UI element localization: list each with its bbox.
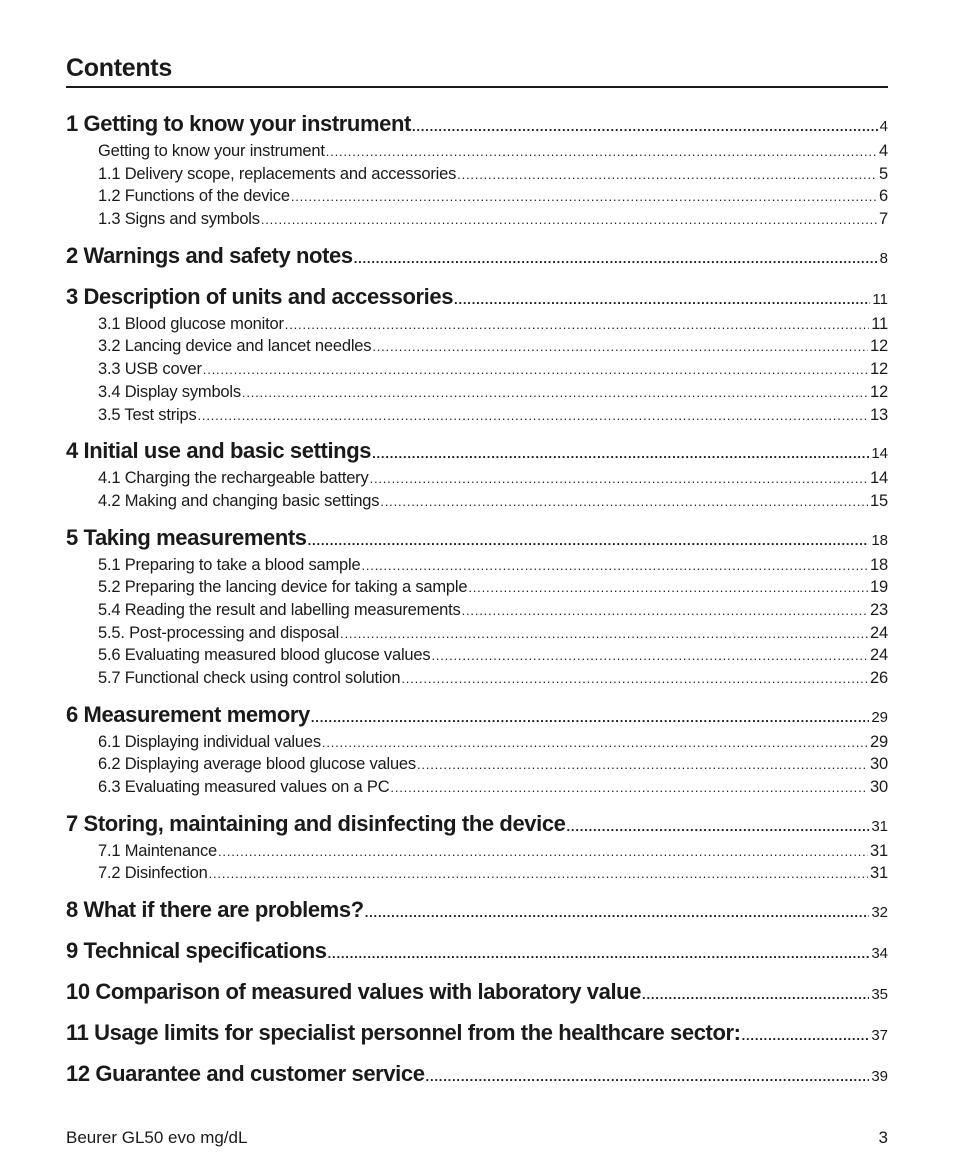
dot-leader	[209, 863, 868, 886]
toc-subsection-entry-page-number: 18	[870, 555, 888, 574]
toc-chapter-entry-label: 12 Guarantee and customer service	[66, 1061, 425, 1087]
dot-leader	[390, 777, 868, 800]
toc-subsection-entry[interactable]	[66, 644, 888, 667]
dot-leader	[322, 732, 868, 755]
toc-subsection-entry[interactable]	[66, 753, 888, 776]
dot-leader	[401, 668, 868, 691]
toc-chapter-entry-page-number: 8	[879, 249, 888, 267]
dot-leader	[326, 141, 877, 164]
toc-section	[66, 894, 888, 926]
toc-chapter-entry-label: 9 Technical specifications	[66, 938, 327, 964]
toc-chapter-entry-label: 10 Comparison of measured values with laboratory value	[66, 979, 642, 1005]
toc-subsection-entry-page-number: 15	[870, 491, 888, 510]
toc-subsection-entry-label: 6.3 Evaluating measured values on a PC	[98, 778, 390, 797]
toc-chapter-entry-label: 2 Warnings and safety notes	[66, 242, 353, 268]
toc-section	[66, 522, 888, 690]
toc-chapter-entry-page-number: 32	[871, 904, 888, 922]
dot-leader	[742, 1020, 870, 1052]
toc-subsection-entry-label: 3.4 Display symbols	[98, 382, 241, 401]
toc-subsection-entry-label: 4.2 Making and changing basic settings	[98, 491, 380, 510]
toc-subsection-entry-page-number: 12	[870, 337, 888, 356]
toc-subsection-entry-page-number: 30	[870, 778, 888, 797]
dot-leader	[431, 645, 868, 668]
toc-chapter-entry[interactable]	[66, 935, 888, 967]
toc-subsection-entry-page-number: 5	[879, 164, 888, 183]
toc-subsection-entry-page-number: 19	[870, 578, 888, 597]
toc-section	[66, 935, 888, 967]
toc-subsection-entry[interactable]	[66, 622, 888, 645]
footer-product-name: Beurer GL50 evo mg/dL	[66, 1128, 248, 1147]
toc-chapter-entry-page-number: 39	[871, 1068, 888, 1086]
toc-subsection-entry-page-number: 24	[870, 646, 888, 665]
toc-subsection-entry-label: 6.1 Displaying individual values	[98, 732, 321, 751]
dot-leader	[417, 754, 868, 777]
toc-chapter-entry-page-number: 34	[871, 945, 888, 963]
toc-subsection-entry-label: 7.2 Disinfection	[98, 864, 208, 883]
toc-subsection-entry[interactable]	[66, 163, 888, 186]
toc-chapter-entry[interactable]	[66, 1017, 888, 1049]
toc-subsection-entry-label: 5.1 Preparing to take a blood sample	[98, 555, 361, 574]
toc-chapter-entry[interactable]	[66, 435, 888, 467]
toc-subsection-entry-page-number: 23	[870, 600, 888, 619]
toc-section	[66, 281, 888, 426]
toc-subsection-entry-label: 3.1 Blood glucose monitor	[98, 314, 284, 333]
toc-subsection-entry-page-number: 12	[870, 382, 888, 401]
toc-section	[66, 808, 888, 885]
toc-chapter-entry-page-number: 35	[871, 986, 888, 1004]
toc-chapter-entry-label: 4 Initial use and basic settings	[66, 438, 372, 464]
toc-section	[66, 1017, 888, 1049]
toc-subsection-entry-page-number: 14	[870, 469, 888, 488]
toc-subsection-entry[interactable]	[66, 667, 888, 690]
toc-subsection-entry-label: 7.1 Maintenance	[98, 841, 218, 860]
toc-subsection-entry[interactable]	[66, 840, 888, 863]
dot-leader	[372, 438, 869, 470]
toc-subsection-entry-page-number: 6	[879, 187, 888, 206]
dot-leader	[412, 111, 878, 143]
toc-subsection-entry-label: 5.2 Preparing the lancing device for taking a sample	[98, 578, 468, 597]
toc-chapter-entry[interactable]	[66, 894, 888, 926]
toc-subsection-entry-page-number: 13	[870, 405, 888, 424]
toc-subsection-entry-label: 5.4 Reading the result and labelling measurements	[98, 600, 461, 619]
toc-subsection-entry-label: 1.1 Delivery scope, replacements and accessories	[98, 164, 457, 183]
dot-leader	[372, 336, 868, 359]
dot-leader	[380, 491, 868, 514]
toc-subsection-entry-label: 1.2 Functions of the device	[98, 187, 290, 206]
toc-subsection-entry-page-number: 11	[871, 314, 888, 333]
toc-subsection-entry[interactable]	[66, 404, 888, 427]
toc-chapter-entry-page-number: 31	[871, 817, 888, 835]
toc-subsection-entry[interactable]	[66, 776, 888, 799]
toc-chapter-entry-page-number: 11	[872, 290, 888, 308]
toc-subsection-entry-page-number: 12	[870, 360, 888, 379]
dot-leader	[308, 525, 870, 557]
dot-leader	[370, 468, 869, 491]
contents-page	[66, 50, 888, 1099]
dot-leader	[328, 938, 870, 970]
toc-section	[66, 435, 888, 512]
table-of-contents	[66, 108, 888, 1090]
dot-leader	[454, 284, 870, 316]
toc-subsection-entry-label: 5.7 Functional check using control solution	[98, 669, 401, 687]
toc-subsection-entry-page-number: 30	[870, 755, 888, 774]
toc-subsection-entry-label: 3.5 Test strips	[98, 405, 197, 424]
toc-chapter-entry-label: 8 What if there are problems?	[66, 897, 364, 923]
toc-chapter-entry[interactable]	[66, 108, 888, 140]
dot-leader	[426, 1061, 870, 1093]
toc-subsection-entry[interactable]	[66, 599, 888, 622]
toc-section	[66, 976, 888, 1008]
toc-subsection-entry-label: 5.6 Evaluating measured blood glucose values	[98, 646, 431, 665]
toc-subsection-entry[interactable]	[66, 490, 888, 513]
dot-leader	[642, 979, 869, 1011]
dot-leader	[203, 359, 868, 382]
toc-subsection-entry[interactable]	[66, 862, 888, 885]
dot-leader	[567, 811, 870, 843]
dot-leader	[457, 164, 877, 187]
toc-chapter-entry-label: 11 Usage limits for specialist personnel from the healthcare sector:	[66, 1020, 741, 1046]
dot-leader	[285, 314, 869, 337]
toc-subsection-entry[interactable]	[66, 358, 888, 381]
toc-chapter-entry-label: 6 Measurement memory	[66, 701, 310, 727]
toc-subsection-entry-label: 6.2 Displaying average blood glucose values	[98, 755, 416, 774]
toc-chapter-entry-page-number: 4	[879, 118, 888, 135]
toc-subsection-entry[interactable]	[66, 381, 888, 404]
toc-subsection-entry[interactable]	[66, 576, 888, 599]
toc-subsection-entry-label: 1.3 Signs and symbols	[98, 210, 260, 229]
toc-chapter-entry-page-number: 29	[871, 708, 888, 726]
toc-chapter-entry[interactable]	[66, 699, 888, 731]
toc-subsection-entry[interactable]	[66, 208, 888, 231]
toc-chapter-entry-label: 5 Taking measurements	[66, 524, 307, 550]
toc-chapter-entry[interactable]	[66, 240, 888, 272]
dot-leader	[311, 702, 869, 734]
toc-subsection-entry[interactable]	[66, 731, 888, 754]
toc-section	[66, 699, 888, 799]
toc-chapter-entry[interactable]	[66, 976, 888, 1008]
dot-leader	[218, 841, 868, 864]
toc-subsection-entry[interactable]	[66, 554, 888, 577]
page-title: Contents	[66, 50, 888, 88]
toc-chapter-entry-page-number: 37	[871, 1027, 888, 1045]
toc-subsection-entry-label: Getting to know your instrument	[98, 142, 325, 160]
toc-subsection-entry[interactable]	[66, 313, 888, 336]
toc-chapter-entry[interactable]	[66, 522, 888, 554]
toc-chapter-entry[interactable]	[66, 1058, 888, 1090]
dot-leader	[261, 209, 877, 232]
dot-leader	[291, 186, 877, 209]
toc-subsection-entry-page-number: 24	[870, 623, 888, 642]
toc-chapter-entry-label: 1 Getting to know your instrument	[66, 111, 411, 136]
toc-subsection-entry[interactable]	[66, 185, 888, 208]
footer-page-number: 3	[878, 1128, 888, 1147]
dot-leader	[462, 600, 868, 623]
toc-chapter-entry-page-number: 18	[871, 531, 888, 549]
toc-subsection-entry-page-number: 31	[870, 864, 888, 883]
toc-section	[66, 240, 888, 272]
toc-subsection-entry[interactable]	[66, 467, 888, 490]
toc-section	[66, 1058, 888, 1090]
toc-subsection-entry-page-number: 26	[870, 669, 888, 687]
toc-chapter-entry-page-number: 14	[871, 445, 888, 463]
toc-subsection-entry-label: 5.5. Post-processing and disposal	[98, 623, 340, 642]
toc-subsection-entry-page-number: 7	[879, 210, 888, 229]
dot-leader	[198, 405, 869, 428]
toc-subsection-entry-page-number: 31	[870, 841, 888, 860]
dot-leader	[340, 623, 868, 646]
toc-subsection-entry-label: 4.1 Charging the rechargeable battery	[98, 469, 369, 488]
dot-leader	[354, 243, 878, 275]
dot-leader	[242, 382, 868, 405]
toc-chapter-entry-label: 7 Storing, maintaining and disinfecting the device	[66, 810, 566, 836]
toc-subsection-entry[interactable]	[66, 335, 888, 358]
dot-leader	[361, 555, 868, 578]
toc-chapter-entry[interactable]	[66, 808, 888, 840]
toc-subsection-entry-page-number: 4	[879, 142, 888, 160]
toc-subsection-entry-page-number: 29	[870, 732, 888, 751]
toc-subsection-entry-label: 3.3 USB cover	[98, 360, 202, 379]
toc-subsection-entry[interactable]	[66, 140, 888, 163]
toc-chapter-entry[interactable]	[66, 281, 888, 313]
toc-subsection-entry-label: 3.2 Lancing device and lancet needles	[98, 337, 372, 356]
dot-leader	[468, 577, 868, 600]
dot-leader	[365, 897, 870, 929]
page-footer	[66, 1128, 888, 1148]
toc-chapter-entry-label: 3 Description of units and accessories	[66, 283, 454, 309]
toc-section	[66, 108, 888, 231]
